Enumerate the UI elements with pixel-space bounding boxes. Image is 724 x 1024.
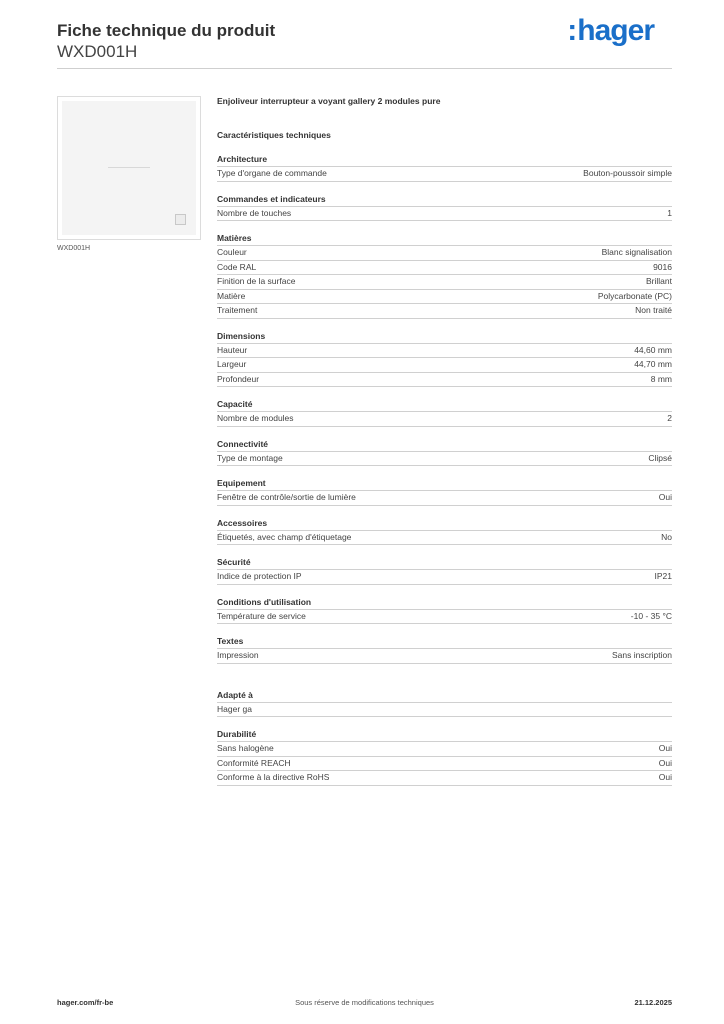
spec-row (217, 570, 672, 585)
spec-value: No (661, 531, 672, 542)
adapted-section (217, 689, 672, 718)
section-title: Accessoires (217, 517, 672, 531)
spec-row (217, 649, 672, 664)
spec-row (217, 610, 672, 625)
spec-row (217, 246, 672, 261)
product-reference: WXD001H (57, 42, 138, 61)
spec-label: Température de service (217, 610, 306, 621)
spec-section (217, 438, 672, 467)
logo-dots-icon: : (567, 14, 577, 47)
spec-section (217, 728, 672, 786)
cover-plate (62, 101, 196, 235)
spec-row (217, 207, 672, 222)
spec-value: Oui (658, 492, 672, 502)
spec-section (217, 330, 672, 388)
spec-section (217, 153, 672, 182)
spec-row (217, 771, 672, 786)
spec-value: Oui (658, 743, 672, 753)
footer-notice: Sous réserve de modifications techniques (295, 998, 434, 1007)
spec-value: Blanc signalisation (601, 247, 672, 257)
document-title: Fiche technique du produit (57, 21, 276, 40)
spec-row (217, 742, 672, 757)
spec-section (217, 635, 672, 664)
section-title: Capacité (217, 398, 672, 412)
spec-row (217, 452, 672, 467)
logo-text: hager (577, 14, 654, 47)
product-description: Enjoliveur interrupteur a voyant gallery 2 modules pure (217, 96, 441, 106)
section-title: Matières (217, 232, 672, 246)
spec-label: Type d'organe de commande (217, 168, 327, 178)
section-title: Connectivité (217, 438, 672, 452)
section-title: Commandes et indicateurs (217, 193, 672, 207)
section-title: Textes (217, 635, 672, 649)
spec-label: Largeur (217, 359, 247, 369)
header-divider (57, 68, 672, 69)
spec-row (217, 358, 672, 373)
section-title: Architecture (217, 153, 672, 167)
spec-section (217, 517, 672, 546)
spec-label: Impression (217, 650, 259, 660)
spec-value: 9016 (653, 261, 672, 272)
spec-value: 2 (667, 413, 672, 423)
technical-characteristics-title: Caractéristiques techniques (217, 130, 331, 140)
section-title: Dimensions (217, 330, 672, 344)
spec-label: Couleur (217, 247, 247, 257)
section-spacer (217, 675, 672, 689)
spec-section (217, 398, 672, 427)
spec-row (217, 412, 672, 427)
indicator-light-line (108, 167, 150, 168)
spec-section (217, 689, 672, 718)
spec-label: Sans halogène (217, 743, 274, 753)
spec-row (217, 304, 672, 319)
spec-value: IP21 (654, 571, 672, 581)
spec-value: Brillant (646, 276, 672, 286)
section-title: Equipement (217, 477, 672, 491)
product-image (57, 96, 201, 240)
spec-label: Type de montage (217, 452, 283, 463)
spec-value: Non traité (635, 305, 672, 315)
footer-website: hager.com/fr-be (57, 998, 114, 1007)
section-title: Adapté à (217, 689, 672, 703)
section-title: Sécurité (217, 556, 672, 570)
spec-row (217, 275, 672, 290)
spec-value: Oui (658, 772, 672, 782)
footer-date: 21.12.2025 (634, 998, 672, 1007)
spec-label: Hager ga (217, 703, 252, 714)
spec-value: 44,60 mm (634, 344, 672, 355)
image-caption: WXD001H (57, 245, 91, 252)
spec-label: Conformité REACH (217, 757, 291, 768)
section-title: Durabilité (217, 728, 672, 742)
spec-value: Oui (658, 757, 672, 768)
spec-row (217, 373, 672, 388)
spec-section (217, 556, 672, 585)
spec-row (217, 757, 672, 772)
spec-value: Clipsé (648, 452, 672, 463)
spec-sections (217, 153, 672, 664)
hager-logo (567, 14, 654, 48)
spec-label: Fenêtre de contrôle/sortie de lumière (217, 492, 356, 502)
specifications (217, 96, 672, 797)
spec-section (217, 232, 672, 319)
spec-section (217, 193, 672, 222)
spec-value: Bouton-poussoir simple (583, 168, 672, 178)
spec-row (217, 261, 672, 276)
spec-label: Indice de protection IP (217, 571, 302, 581)
spec-row (217, 531, 672, 546)
spec-value: 8 mm (650, 373, 672, 384)
durability-section (217, 728, 672, 786)
brand-mark-icon (175, 214, 186, 225)
section-title: Conditions d'utilisation (217, 596, 672, 610)
spec-label: Finition de la surface (217, 276, 296, 286)
spec-value: 44,70 mm (634, 359, 672, 369)
document-header (57, 20, 275, 62)
spec-value: Sans inscription (611, 650, 672, 660)
spec-row (217, 290, 672, 305)
spec-row (217, 703, 672, 718)
spec-label: Profondeur (217, 373, 260, 384)
spec-label: Code RAL (217, 261, 257, 272)
spec-value: 1 (667, 207, 672, 218)
spec-label: Nombre de modules (217, 413, 294, 423)
spec-label: Hauteur (217, 344, 248, 355)
spec-label: Conforme à la directive RoHS (217, 772, 330, 782)
spec-row (217, 491, 672, 506)
spec-label: Matière (217, 290, 246, 301)
spec-section (217, 596, 672, 625)
spec-value: Polycarbonate (PC) (597, 290, 672, 301)
spec-value: -10 - 35 °C (630, 610, 672, 621)
spec-label: Traitement (217, 305, 258, 315)
spec-section (217, 477, 672, 506)
spec-label: Étiquetés, avec champ d'étiquetage (217, 531, 352, 542)
spec-label: Nombre de touches (217, 207, 292, 218)
spec-row (217, 344, 672, 359)
spec-row (217, 167, 672, 182)
